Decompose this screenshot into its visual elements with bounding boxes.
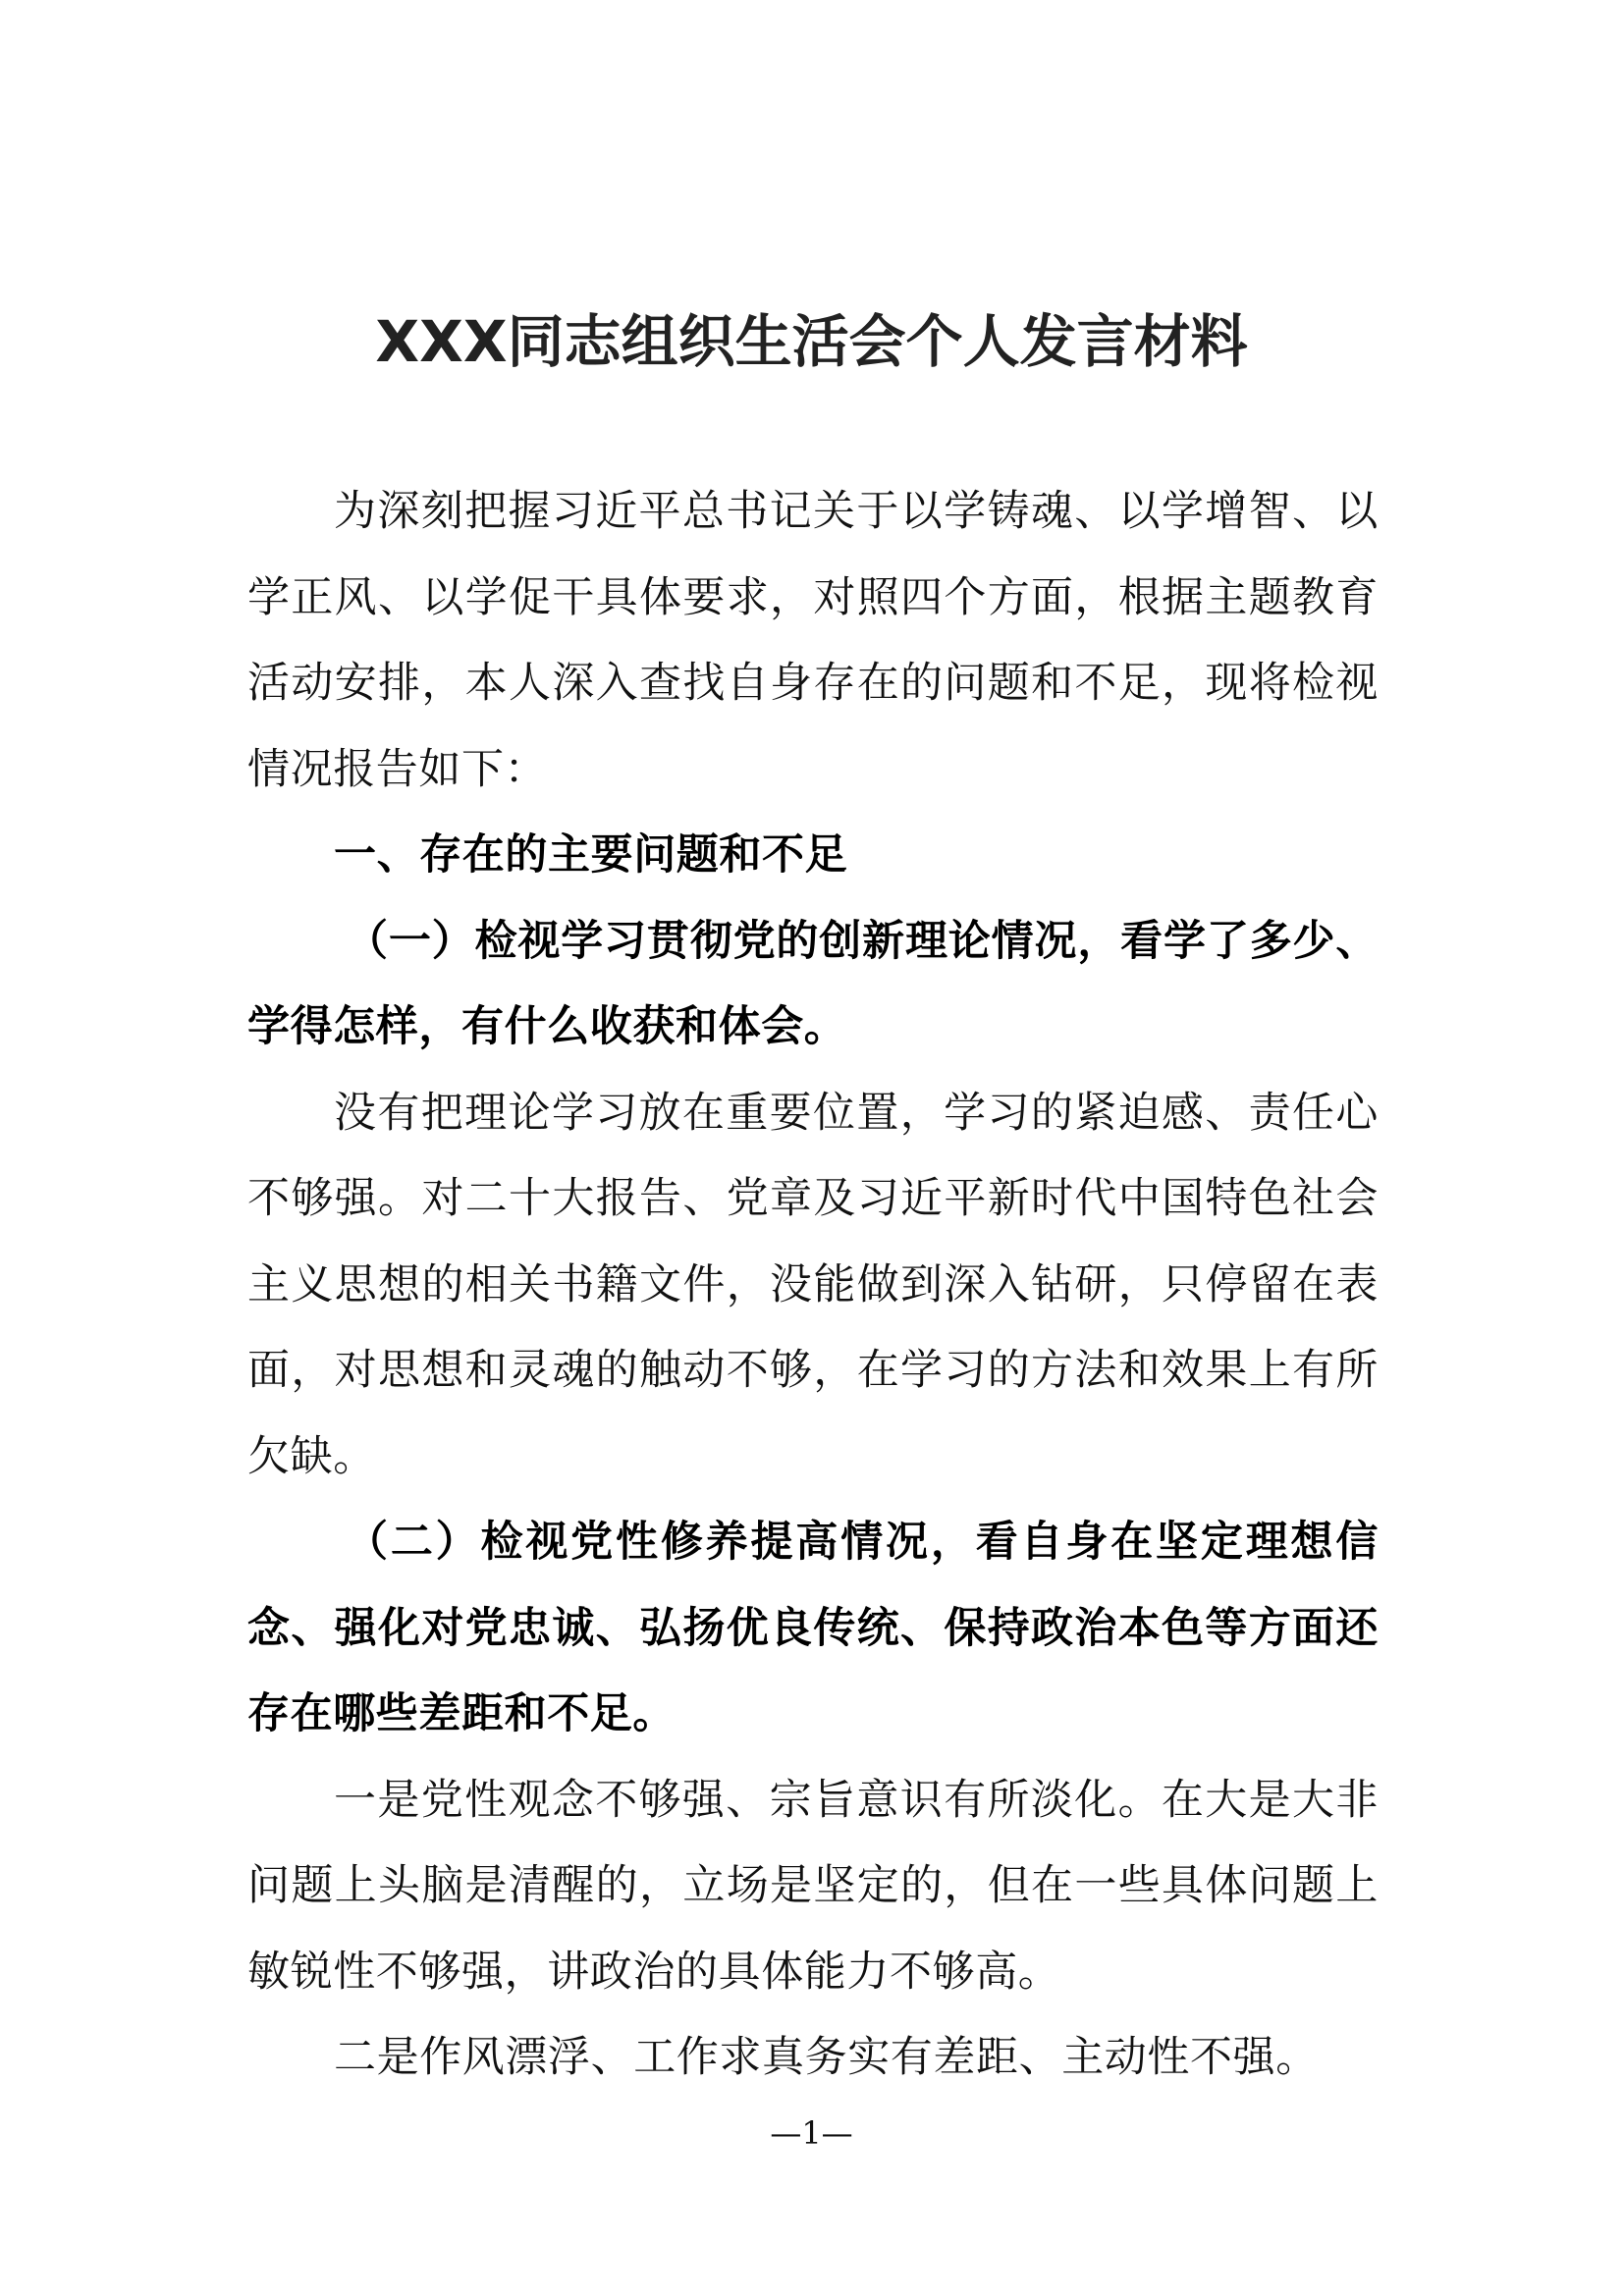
body-paragraph-party-spirit: 一是党性观念不够强、宗旨意识有所淡化。在大是大非问题上头脑是清醒的，立场是坚定的，但在一些具体问题上敏锐性不够强，讲政治的具体能力不够高。 (247, 1775, 1379, 1997)
document-title: XXX同志组织生活会个人发言材料 (375, 308, 1248, 375)
body-paragraph-theory-study: 没有把理论学习放在重要位置，学习的紧迫感、责任心不够强。对二十大报告、党章及习近平新时代中国特色社会主义思想的相关书籍文件，没能做到深入钻研，只停留在表面，对思想和灵魂的触动不够，在学习的方法和效果上有所欠缺。 (247, 1088, 1379, 1481)
page-number: —1— (770, 2114, 853, 2152)
section-heading-1: 一、存在的主要问题和不足 (334, 830, 848, 880)
document-body (247, 469, 1379, 2102)
body-paragraph-work-style: 二是作风漂浮、工作求真务实有差距、主动性不强。 (334, 2033, 1319, 2082)
intro-paragraph: 为深刻把握习近平总书记关于以学铸魂、以学增智、以学正风、以学促干具体要求，对照四个方面，根据主题教育活动安排，本人深入查找自身存在的问题和不足，现将检视情况报告如下： (247, 487, 1379, 794)
subsection-heading-2: （二）检视党性修养提高情况，看自身在坚定理想信念、强化对党忠诚、弘扬优良传统、保持政治本色等方面还存在哪些差距和不足。 (247, 1518, 1379, 1738)
subsection-heading-1: （一）检视学习贯彻党的创新理论情况，看学了多少、学得怎样，有什么收获和体会。 (247, 916, 1379, 1051)
